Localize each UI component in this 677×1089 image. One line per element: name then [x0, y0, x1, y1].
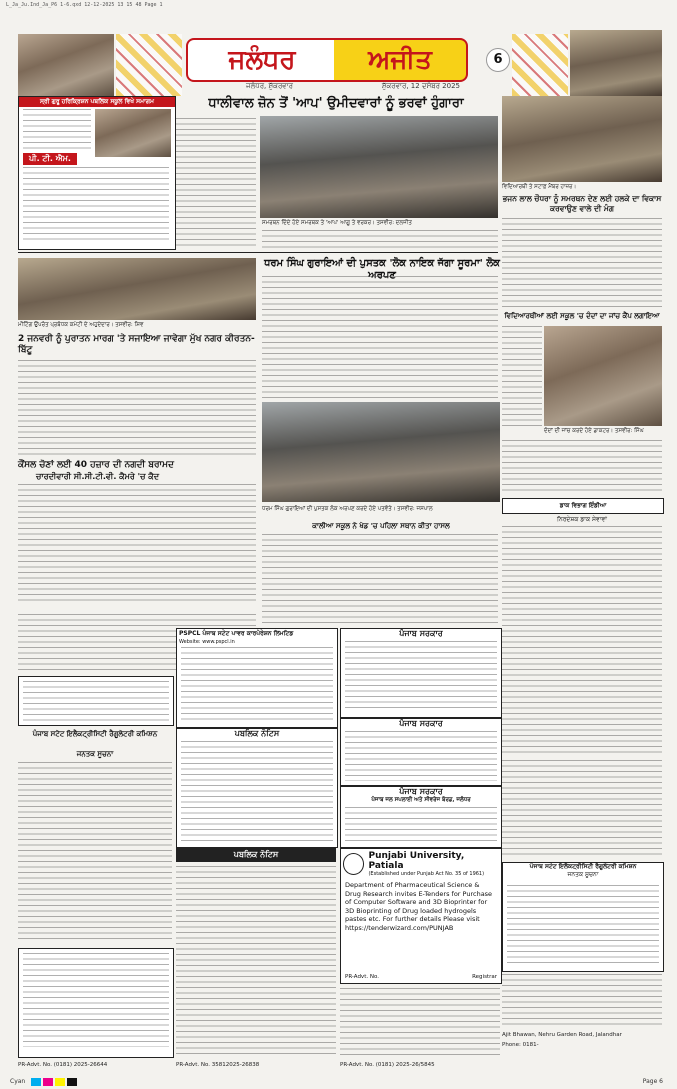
dental-camp-photo: [544, 326, 662, 426]
punjab-gov-ad-1-text: [345, 641, 497, 711]
nagar-kirtan-text: [18, 360, 256, 456]
public-notice-box-1: [176, 728, 338, 848]
school-news-photo: [95, 109, 171, 157]
school-news-body: [23, 167, 169, 243]
main-story-photo: [260, 116, 498, 218]
sports-headline: ਕਾਲੀਆ ਸਕੂਲ ਨੇ ਖੇਡ 'ਚ ਪਹਿਲਾ ਸਥਾਨ ਕੀਤਾ ਹਾਸਲ: [312, 522, 450, 530]
school-news-title: ਸ੍ਰੀ ਗੁਰੂ ਹਰਿਕ੍ਰਿਸ਼ਨ ਪਬਲਿਕ ਸਕੂਲ ਵਿਖੇ ਸਮਾਗਮ: [19, 97, 175, 107]
masthead-paper-title: ਅਜੀਤ: [368, 44, 432, 75]
footer-page-label: Page 6: [642, 1078, 663, 1085]
right-regulatory-sub: ਜਨਤਕ ਸੂਚਨਾ: [567, 871, 599, 878]
black-swatch: [67, 1078, 77, 1086]
left-tender-text: [23, 681, 169, 721]
right-regulatory-text: [507, 885, 659, 965]
right-regulatory-title: ਪੰਜਾਬ ਸਟੇਟ ਇਲੈਕਟ੍ਰੀਸਿਟੀ ਰੈਗੂਲੇਟਰੀ ਕਮਿਸ਼ਨ: [529, 863, 637, 870]
main-story-lower: [262, 230, 498, 248]
masthead-right-block: [334, 38, 468, 82]
regulatory-commission-text: [18, 762, 172, 942]
pspcl-website: Website: www.pspcl.in: [179, 639, 235, 645]
dental-camp-text2: [502, 440, 662, 494]
punjab-gov-ad-3-title: ਪੰਜਾਬ ਸਰਕਾਰ: [399, 787, 443, 796]
book-release-text: [262, 276, 498, 400]
school-news-box: [18, 96, 176, 250]
postal-dept-title: ਡਾਕ ਵਿਭਾਗ ਇੰਡੀਆ: [559, 502, 607, 509]
right-story-text: [502, 218, 662, 310]
dental-camp-text: [502, 326, 542, 426]
right-column-text: [502, 760, 662, 856]
school-news-text: [23, 109, 91, 149]
masthead-city-title: ਜਲੰਧਰ: [228, 44, 296, 75]
left-notice-text: [23, 953, 169, 1047]
pr-adv-right: PR-Advt. No. (0181) 2025-26/5845: [340, 1062, 435, 1068]
punjab-gov-ad-2-title: ਪੰਜਾਬ ਸਰਕਾਰ: [399, 719, 443, 728]
public-notice-banner: ਪਬਲਿਕ ਨੋਟਿਸ: [176, 848, 336, 862]
book-release-photo: [262, 402, 500, 502]
pr-adv-mid: PR-Advt. No. 35812025-26838: [176, 1062, 260, 1068]
masthead-date: ਸ਼ੁੱਕਰਵਾਰ, 12 ਦਸੰਬਰ 2025: [381, 82, 460, 90]
book-release-caption: ਧਰਮ ਸਿੰਘ ਗੁਰਾਇਆਂ ਦੀ ਪੁਸਤਕ ਲੋਕ ਅਰਪਣ ਕਰਦੇ ਹੋਏ ਪਤਵੰਤੇ। ਤਸਵੀਰ: ਜਸਪਾਲ: [262, 506, 433, 512]
masthead-left-block: [186, 38, 338, 82]
cyan-swatch: [31, 1078, 41, 1086]
yellow-swatch: [55, 1078, 65, 1086]
right-regulatory-box: [502, 862, 664, 972]
committee-photo: [18, 258, 256, 320]
imprint-phone: Phone: 0181-: [502, 1042, 539, 1048]
public-notice-1-title: ਪਬਲਿਕ ਨੋਟਿਸ: [234, 729, 280, 738]
postal-dept-sub: ਨਿਰਦੇਸ਼ਕ ਡਾਕ ਸੇਵਾਵਾਂ: [557, 516, 607, 523]
masthead-subline: [186, 82, 466, 91]
sports-text: [262, 534, 498, 624]
cash-seized-headline: ਕੌਂਸਲ ਚੋਣਾਂ ਲਈ 40 ਹਜ਼ਾਰ ਦੀ ਨਗਦੀ ਬਰਾਮਦ: [18, 460, 175, 470]
magenta-swatch: [43, 1078, 53, 1086]
print-meta-strip: L_Ja_Ju.Ind_Ja_P6 1-6.qxd 12-12-2025 13 15 48 Page 1: [6, 2, 163, 8]
punjab-gov-ad-1-title: ਪੰਜਾਬ ਸਰਕਾਰ: [399, 629, 443, 638]
regulatory-commission-sub: ਜਨਤਕ ਸੂਚਨਾ: [76, 750, 114, 758]
right-photo-caption: ਵਿਦਿਆਰਥੀ ਤੇ ਸਟਾਫ਼ ਮੈਂਬਰ ਹਾਜ਼ਰ।: [502, 184, 577, 190]
punjabi-university-ad: [340, 848, 502, 984]
dental-camp-caption: ਦੰਦਾਂ ਦੀ ਜਾਂਚ ਕਰਦੇ ਹੋਏ ਡਾਕਟਰ। ਤਸਵੀਰ: ਸਿੰਘ: [544, 428, 644, 434]
punjab-gov-ad-3-sub: ਪੰਜਾਬ ਜਲ ਸਪਲਾਈ ਅਤੇ ਸੀਵਰੇਜ ਬੋਰਡ, ਜਲੰਧਰ: [371, 797, 471, 803]
university-title: Punjabi University, Patiala: [368, 851, 465, 871]
pspcl-title: PSPCL ਪੰਜਾਬ ਸਟੇਟ ਪਾਵਰ ਕਾਰਪੋਰੇਸ਼ਨ ਲਿਮਟਿਡ: [179, 630, 294, 637]
masthead-city-line: ਜਲੰਧਰ, ਸ਼ੁੱਕਰਵਾਰ: [246, 82, 294, 90]
punjab-gov-ad-2: [340, 718, 502, 786]
punjab-gov-ad-3-text: [345, 807, 497, 843]
right-bottom-text: [502, 974, 662, 1026]
left-tender-box: [18, 676, 174, 726]
university-registrar: Registrar: [472, 974, 497, 980]
committee-photo-caption: ਮੀਟਿੰਗ ਉਪਰੰਤ ਪ੍ਰਬੰਧਕ ਕਮੇਟੀ ਦੇ ਅਹੁਦੇਦਾਰ। ਤਸਵੀਰ: ਸ਼ਿਵ: [18, 322, 144, 328]
public-notice-2-text: [176, 866, 336, 1056]
imprint-address: Ajit Bhawan, Nehru Garden Road, Jalandhar: [502, 1032, 622, 1038]
nagar-kirtan-headline: 2 ਜਨਵਰੀ ਨੂੰ ਪੁਰਾਤਨ ਮਾਰਗ 'ਤੇ ਸਜਾਇਆ ਜਾਵੇਗਾ ਮੁੱਖ ਨਗਰ ਕੀਰਤਨ-ਬਿੱਟੂ: [18, 334, 255, 355]
divider: [18, 252, 498, 253]
university-subtitle: (Established under Punjab Act No. 35 of 1961): [368, 871, 485, 877]
public-notice-1-text: [181, 741, 333, 841]
pr-adv-left: PR-Advt. No. (0181) 2025-26644: [18, 1062, 108, 1068]
masthead: [186, 38, 466, 94]
page-number: 6: [486, 48, 510, 72]
mid-bottom-text: [340, 988, 500, 1056]
postal-dept-banner: [502, 498, 664, 514]
right-top-photo: [502, 96, 662, 182]
punjab-gov-ad-3: [340, 786, 502, 848]
main-photo-caption: ਸਮਰਥਨ ਦਿੰਦੇ ਹੋਏ ਸਮਰਥਕ ਤੇ 'ਆਪ' ਆਗੂ ਤੇ ਵਰਕਰ। ਤਸਵੀਰ: ਦਲਜੀਤ: [262, 220, 412, 226]
main-story-col1: [176, 118, 256, 246]
footer-color-label: Cyan: [10, 1078, 26, 1085]
footer-strip: [0, 1074, 677, 1089]
punjab-gov-ad-1: [340, 628, 502, 718]
cctv-headline: ਚਾਰਦੀਵਾਰੀ ਸੀ.ਸੀ.ਟੀ.ਵੀ. ਕੈਮਰੇ 'ਚ ਕੈਦ: [36, 472, 160, 481]
university-adv-no: PR-Advt. No.: [345, 974, 379, 980]
punjab-gov-ad-2-text: [345, 731, 497, 781]
header-pattern-left: [116, 34, 182, 96]
main-headline: ਧਾਲੀਵਾਲ ਜ਼ੋਨ ਤੋਂ 'ਆਪ' ਉਮੀਦਵਾਰਾਂ ਨੂੰ ਭਰਵਾਂ ਹੁੰਗਾਰਾ: [208, 96, 464, 111]
regulatory-commission-title: ਪੰਜਾਬ ਸਟੇਟ ਇਲੈਕਟ੍ਰੀਸਿਟੀ ਰੈਗੂਲੇਟਰੀ ਕਮਿਸ਼ਨ: [32, 730, 158, 738]
book-release-headline: ਧਰਮ ਸਿੰਘ ਗੁਰਾਇਆਂ ਦੀ ਪੁਸਤਕ 'ਲੋਕ ਨਾਇਕ ਜੱਗਾ ਸੂਰਮਾ' ਲੋਕ ਅਰਪਣ: [264, 258, 500, 281]
header-pattern-right: [512, 34, 568, 96]
university-seal-icon: [343, 853, 364, 875]
left-notice-box: [18, 948, 174, 1058]
cash-seized-text: [18, 484, 256, 604]
pspcl-ad: [176, 628, 338, 728]
header-building-photo-left: [18, 34, 114, 96]
dental-camp-headline: ਵਿਦਿਆਰਥੀਆਂ ਲਈ ਸਕੂਲ 'ਚ ਦੰਦਾਂ ਦਾ ਜਾਂਚ ਕੈਂਪ ਲਗਾਇਆ: [504, 312, 660, 320]
ptm-badge: ਪੀ. ਟੀ. ਐਮ.: [23, 153, 77, 165]
university-tender-text: Department of Pharmaceutical Science & Drug Research invites E-Tenders for Purchase of Computer Software and 3D Bioprinter for 3D Bioprinting of Drug loaded hydrogels pastes etc. For further details Please visit https://tenderwizard.com/PUNJAB: [345, 881, 493, 932]
right-sub-headline: ਭਜਨ ਲਾਲ ਚੌਧਰਾ ਨੂੰ ਸਮਰਥਨ ਦੇਣ ਲਈ ਹਲਕੇ ਦਾ ਵਿਕਾਸ ਕਰਵਾਉਣ ਵਾਲੇ ਦੀ ਮੰਗ: [502, 194, 662, 213]
pspcl-table: [181, 647, 333, 723]
header-building-photo-right: [570, 30, 662, 96]
postal-dept-notice-text: [502, 526, 662, 756]
